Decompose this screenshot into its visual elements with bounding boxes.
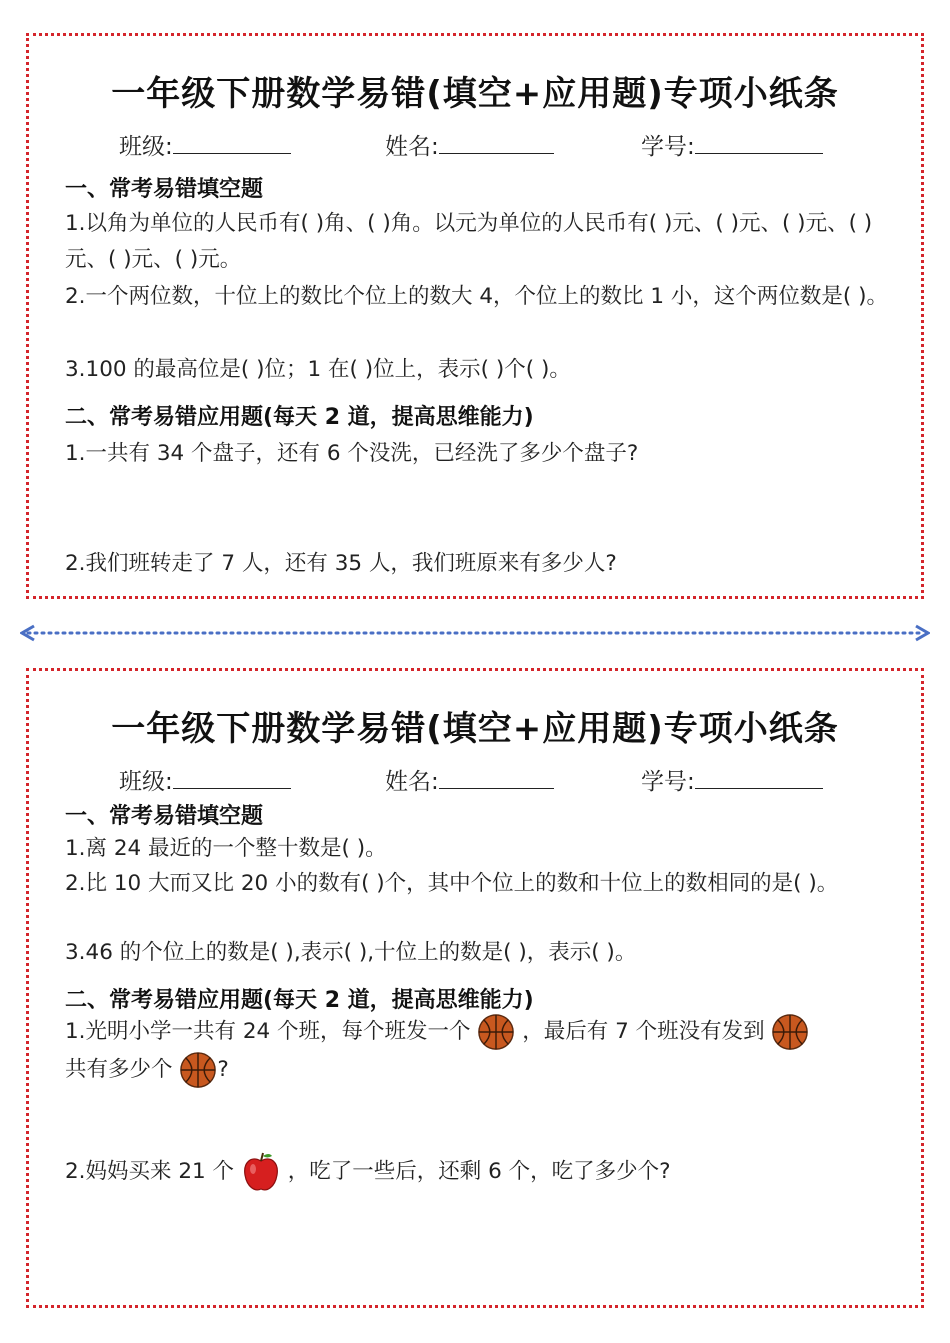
class-label: 班级: <box>119 769 173 795</box>
name-label: 姓名: <box>385 134 439 160</box>
question-1: 1.以角为单位的人民币有( )角、( )角。以元为单位的人民币有( )元、( )元、( )元、( )元、( )元、( )元。 <box>65 211 873 272</box>
id-blank[interactable] <box>695 133 823 154</box>
class-label: 班级: <box>119 134 173 160</box>
question-3: 3.46 的个位上的数是( ),表示( ),十位上的数是( )，表示( )。 <box>65 940 637 965</box>
id-label: 学号: <box>641 134 695 160</box>
word-problem-1-text-d: ? <box>217 1057 229 1082</box>
class-field <box>119 128 291 161</box>
id-field <box>641 128 823 161</box>
name-field <box>385 128 554 161</box>
worksheet-card-2 <box>26 668 924 1308</box>
section-word-problems: 二、常考易错应用题(每天 2 道，提高思维能力) <box>65 988 534 1013</box>
section-fill-blank: 一、常考易错填空题 <box>65 177 264 202</box>
class-field <box>119 763 291 796</box>
name-label: 姓名: <box>385 769 439 795</box>
question-1: 1.离 24 最近的一个整十数是( )。 <box>65 836 387 861</box>
name-field <box>385 763 554 796</box>
word-problem-1-text-a: 1.光明小学一共有 24 个班，每个班发一个 <box>65 1019 471 1044</box>
apple-icon <box>241 1151 281 1193</box>
word-problem-1-text-b: ，最后有 7 个班没有发到 <box>522 1019 765 1044</box>
question-2: 2.一个两位数，十位上的数比个位上的数大 4，个位上的数比 1 小，这个两位数是( )。 <box>65 284 888 309</box>
basketball-icon <box>179 1051 217 1089</box>
word-problem-1-text-c: 共有多少个 <box>65 1057 173 1082</box>
id-label: 学号: <box>641 769 695 795</box>
name-blank[interactable] <box>439 133 554 154</box>
basketball-icon <box>771 1013 809 1051</box>
word-problem-2-text-a: 2.妈妈买来 21 个 <box>65 1159 235 1184</box>
id-field <box>641 763 823 796</box>
word-problem-1: 1.一共有 34 个盘子，还有 6 个没洗，已经洗了多少个盘子? <box>65 441 639 466</box>
question-3: 3.100 的最高位是( )位；1 在( )位上，表示( )个( )。 <box>65 357 571 382</box>
word-problem-2: 2.我们班转走了 7 人，还有 35 人，我们班原来有多少人? <box>65 551 617 576</box>
word-problem-1 <box>65 1013 891 1089</box>
section-word-problems: 二、常考易错应用题(每天 2 道，提高思维能力) <box>65 405 534 430</box>
class-blank[interactable] <box>173 768 291 789</box>
basketball-icon <box>477 1013 515 1051</box>
question-2: 2.比 10 大而又比 20 小的数有( )个，其中个位上的数和十位上的数相同的是( )。 <box>65 871 839 896</box>
class-blank[interactable] <box>173 133 291 154</box>
id-blank[interactable] <box>695 768 823 789</box>
worksheet-card-1 <box>26 33 924 599</box>
section-fill-blank: 一、常考易错填空题 <box>65 804 264 829</box>
worksheet-title: 一年级下册数学易错(填空+应用题)专项小纸条 <box>111 74 839 114</box>
cut-divider <box>20 622 930 644</box>
word-problem-2 <box>65 1151 891 1193</box>
worksheet-title: 一年级下册数学易错(填空+应用题)专项小纸条 <box>111 709 839 749</box>
name-blank[interactable] <box>439 768 554 789</box>
word-problem-2-text-b: ，吃了一些后，还剩 6 个，吃了多少个? <box>287 1159 671 1184</box>
